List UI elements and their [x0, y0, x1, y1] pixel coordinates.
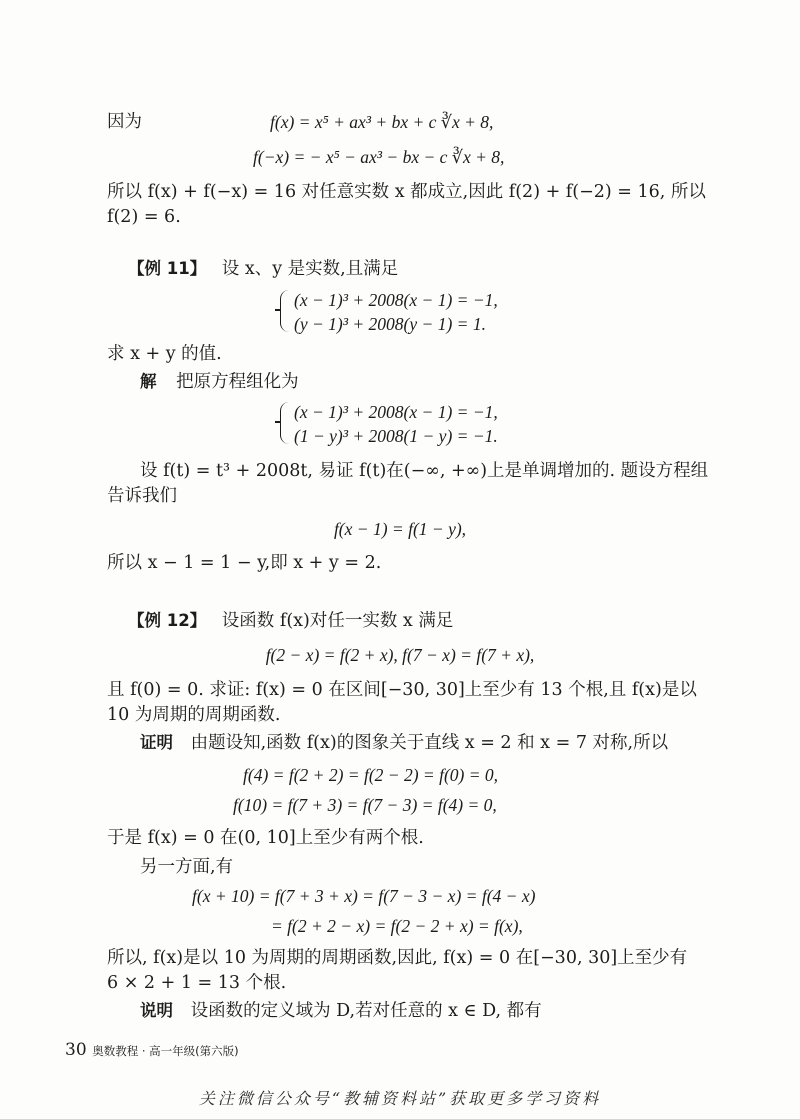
proof-label: 证明 — [140, 733, 173, 752]
system-2-row-2: (1 − y)³ + 2008(1 − y) = −1. — [294, 426, 498, 446]
proof-text: 由题设知,函数 f(x)的图象关于直线 x = 2 和 x = 7 对称,所以 — [190, 733, 669, 753]
example-12-statement: 设函数 f(x)对任一实数 x 满足 — [221, 611, 454, 631]
intro-label: 因为 — [107, 112, 142, 132]
proof-conclusion-2: 6 × 2 + 1 = 13 个根. — [107, 973, 287, 993]
page-footer — [65, 1040, 239, 1060]
example-11-final: 所以 x − 1 = 1 − y,即 x + y = 2. — [107, 553, 382, 573]
proof-equation-a: f(4) = f(2 + 2) = f(2 − 2) = f(0) = 0, — [243, 765, 499, 785]
book-title: 奥数教程 · 高一年级(第六版) — [92, 1044, 239, 1058]
equation-f-neg-x: f(−x) = − x⁵ − ax³ − bx − c ∛x + 8, — [253, 147, 505, 167]
left-brace — [280, 290, 289, 332]
proof-then: 于是 f(x) = 0 在(0, 10]上至少有两个根. — [107, 828, 424, 848]
proof-conclusion-1: 所以, f(x)是以 10 为周期的周期函数,因此, f(x) = 0 在[−30, 30]上至少有 — [107, 948, 688, 968]
example-12-line-1: 且 f(0) = 0. 求证: f(x) = 0 在区间[−30, 30]上至少有 13 个根,且 f(x)是以 — [107, 680, 697, 700]
proof-header — [140, 731, 668, 755]
note-header — [140, 999, 542, 1023]
example-11-paragraph-1: 设 f(t) = t³ + 2008t, 易证 f(t)在(−∞, +∞)上是单调增加的. 题设方程组 — [140, 461, 709, 481]
solution-text: 把原方程组化为 — [176, 372, 299, 392]
solution-header — [140, 370, 299, 394]
proof-equation-b: f(10) = f(7 + 3) = f(7 − 3) = f(4) = 0, — [233, 795, 497, 815]
watermark-text: 关注微信公众号“教辅资料站”获取更多学习资料 — [198, 1089, 602, 1108]
example-11-paragraph-2: 告诉我们 — [107, 486, 177, 506]
equation-f-x: f(x) = x⁵ + ax³ + bx + c ∛x + 8, — [270, 112, 494, 132]
solution-label: 解 — [140, 372, 157, 391]
system-2-row-1: (x − 1)³ + 2008(x − 1) = −1, — [294, 402, 498, 422]
proof-other-hand: 另一方面,有 — [140, 857, 234, 877]
page-number: 30 — [65, 1040, 87, 1060]
proof-equation-c: f(x + 10) = f(7 + 3 + x) = f(7 − 3 − x) = f(4 − x) — [192, 886, 536, 906]
conclusion-line-1: 所以 f(x) + f(−x) = 16 对任意实数 x 都成立,因此 f(2) + f(−2) = 16, 所以 — [107, 182, 706, 202]
left-brace — [280, 402, 289, 444]
proof-equation-d: = f(2 + 2 − x) = f(2 − 2 + x) = f(x), — [271, 916, 523, 936]
example-11-statement: 设 x、y 是实数,且满足 — [221, 259, 399, 279]
example-11-equation: f(x − 1) = f(1 − y), — [333, 519, 467, 539]
example-12-label: 【例 12】 — [128, 611, 207, 630]
system-1-row-2: (y − 1)³ + 2008(y − 1) = 1. — [294, 314, 486, 334]
example-11-header — [128, 257, 398, 281]
system-1-row-1: (x − 1)³ + 2008(x − 1) = −1, — [294, 290, 498, 310]
note-label: 说明 — [140, 1001, 173, 1020]
example-11-label: 【例 11】 — [128, 259, 207, 278]
conclusion-line-2: f(2) = 6. — [107, 207, 181, 227]
example-11-question: 求 x + y 的值. — [107, 344, 222, 364]
example-12-header — [128, 609, 453, 633]
note-text: 设函数的定义域为 D,若对任意的 x ∈ D, 都有 — [190, 1001, 542, 1021]
example-12-line-2: 10 为周期的周期函数. — [107, 705, 281, 725]
example-12-conditions: f(2 − x) = f(2 + x), f(7 − x) = f(7 + x), — [265, 645, 535, 665]
